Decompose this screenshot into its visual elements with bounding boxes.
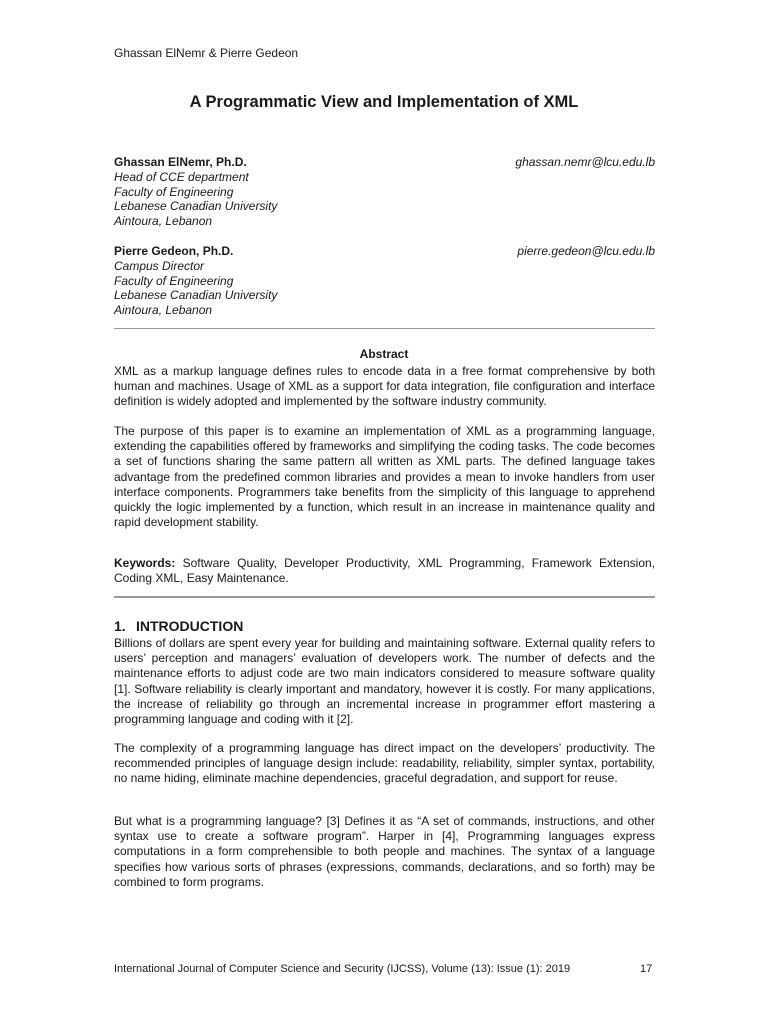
author-name: Ghassan ElNemr, Ph.D. (114, 155, 247, 169)
running-header: Ghassan ElNemr & Pierre Gedeon (114, 46, 299, 60)
body-paragraph: Billions of dollars are spent every year for building and maintaining software. External quality refers to users’ perception and managers’ evaluation of developers work. The number of defects and the maintenance efforts to adjust code are two main indicators considered to measure software quality [1]. Software reliability is clearly important and mandatory, however it is costly. For many applications, the increase of reliability go through an incremental increase in programmer effort mastering a programming language and coding with it [2]. (114, 636, 655, 727)
abstract-paragraph: The purpose of this paper is to examine an implementation of XML as a programming language, extending the capabilities offered by frameworks and simplifying the coding tasks. The code becomes a set of functions sharing the same pattern all written as XML parts. The defined language takes advantage from the predefined common libraries and provides a mean to invoke handlers from user interface components. Programmers take benefits from the simplicity of this language to apprehend quickly the logic implemented by a function, which result in an increase in maintenance quality and rapid development stability. (114, 424, 655, 530)
body-paragraph: But what is a programming language? [3] Defines it as “A set of commands, instructions, and other syntax use to create a software program”. Harper in [4], Programming languages express computations in a form comprehensible to both people and machines. The syntax of a language specifies how various sorts of phrases (expressions, commands, declarations, and so forth) may be combined to form programs. (114, 814, 655, 889)
section-heading (114, 618, 243, 634)
keywords-text: Software Quality, Developer Productivity, XML Programming, Framework Extension, Coding XML, Easy Maintenance. (114, 556, 655, 586)
author-email[interactable]: pierre.gedeon@lcu.edu.lb (517, 244, 655, 258)
journal-footer: International Journal of Computer Science and Security (IJCSS), Volume (13): Issue (1): 2019 (114, 963, 571, 975)
abstract-heading: Abstract (359, 347, 409, 361)
author-email[interactable]: ghassan.nemr@lcu.edu.lb (515, 155, 655, 169)
author-block (114, 244, 655, 318)
body-paragraph: The complexity of a programming language has direct impact on the developers’ productivity. The recommended principles of language design include: readability, reliability, simpler syntax, portability, no name hiding, eliminate machine dependencies, graceful degradation, and support for reuse. (114, 741, 655, 786)
author-affiliation-line: Head of CCE department (114, 169, 249, 184)
section-title: INTRODUCTION (136, 618, 244, 634)
keywords-label: Keywords: (114, 556, 176, 570)
author-affiliation-line: Lebanese Canadian University (114, 199, 278, 214)
author-affiliation-line: Faculty of Engineering (114, 184, 234, 199)
author-affiliation-line: Lebanese Canadian University (114, 288, 278, 303)
divider (114, 328, 655, 329)
author-affiliation-line: Campus Director (114, 258, 205, 273)
author-block (114, 155, 655, 229)
author-affiliation-line: Faculty of Engineering (114, 273, 234, 288)
author-affiliation-line: Aintoura, Lebanon (114, 214, 213, 229)
section-number: 1. (114, 618, 126, 634)
page-number: 17 (640, 963, 653, 975)
divider (114, 596, 655, 598)
keywords-paragraph (114, 556, 655, 586)
author-name: Pierre Gedeon, Ph.D. (114, 244, 234, 258)
paper-title: A Programmatic View and Implementation of XML (189, 93, 579, 111)
abstract-paragraph: XML as a markup language defines rules to encode data in a free format comprehensive by both human and machines. Usage of XML as a support for data integration, file configuration and interface definition is widely adopted and implemented by the software industry community. (114, 364, 655, 409)
author-affiliation-line: Aintoura, Lebanon (114, 303, 213, 318)
